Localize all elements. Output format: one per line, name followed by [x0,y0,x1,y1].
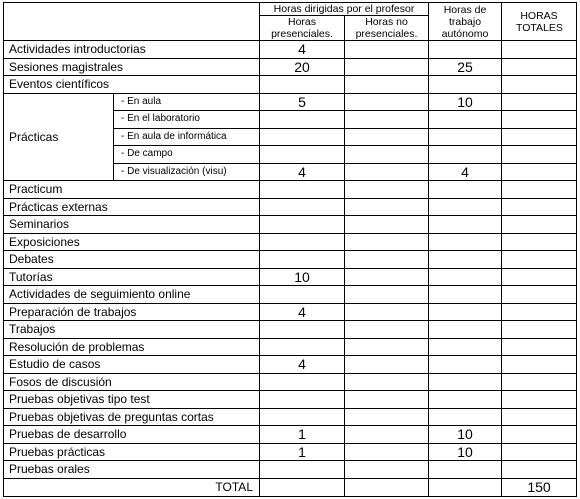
cell-no-presenciales [345,251,429,269]
cell-presenciales [260,461,345,479]
cell-totales [502,198,577,216]
row-label: Pruebas orales [4,461,260,479]
table-row [4,286,577,304]
cell-autonomo [429,146,502,164]
row-label: Pruebas prácticas [4,443,260,461]
cell-autonomo [429,461,502,479]
cell-autonomo [429,111,502,129]
cell-presenciales: 1 [260,426,345,444]
header-empty-cell [4,3,260,41]
table-row [4,338,577,356]
table-body-rest [4,181,577,479]
cell-presenciales [260,251,345,269]
row-label: Seminarios [4,216,260,234]
cell-totales [502,93,577,111]
cell-no-presenciales [345,391,429,409]
practicas-sub-label: - De visualización (visu) [114,163,260,181]
row-label: Debates [4,251,260,269]
cell-autonomo [429,408,502,426]
cell-no-presenciales [345,338,429,356]
cell-presenciales [260,128,345,146]
row-label: Prácticas externas [4,198,260,216]
total-empty-no-presenciales [345,478,429,496]
cell-no-presenciales [345,303,429,321]
cell-no-presenciales [345,111,429,129]
table-row [4,321,577,339]
total-value: 150 [502,478,577,496]
row-label: Actividades introductorias [4,41,260,59]
header-totales: HORAS TOTALES [502,3,577,41]
cell-totales [502,128,577,146]
cell-totales [502,146,577,164]
total-row [4,478,577,496]
table-row [4,373,577,391]
cell-autonomo [429,338,502,356]
cell-no-presenciales [345,41,429,59]
total-empty-presenciales [260,478,345,496]
cell-autonomo [429,373,502,391]
cell-no-presenciales [345,128,429,146]
cell-totales [502,391,577,409]
table-row [4,181,577,199]
practicas-sub-label: - De campo [114,146,260,164]
cell-presenciales: 20 [260,58,345,76]
cell-no-presenciales [345,216,429,234]
cell-presenciales [260,321,345,339]
cell-totales [502,338,577,356]
cell-presenciales [260,146,345,164]
cell-presenciales [260,286,345,304]
row-label: Actividades de seguimiento online [4,286,260,304]
cell-totales [502,303,577,321]
hours-table [3,2,577,497]
row-label: Practicum [4,181,260,199]
cell-autonomo [429,268,502,286]
table-row [4,198,577,216]
table-row [4,251,577,269]
header-autonomo: Horas de trabajo autónomo [429,3,502,41]
cell-no-presenciales [345,198,429,216]
cell-presenciales [260,216,345,234]
row-label: Pruebas objetivas tipo test [4,391,260,409]
cell-autonomo [429,321,502,339]
cell-no-presenciales [345,426,429,444]
cell-autonomo [429,356,502,374]
cell-autonomo: 10 [429,93,502,111]
cell-autonomo: 25 [429,58,502,76]
cell-totales [502,163,577,181]
cell-autonomo [429,181,502,199]
table-row [4,268,577,286]
cell-presenciales [260,408,345,426]
cell-presenciales: 1 [260,443,345,461]
cell-totales [502,111,577,129]
cell-no-presenciales [345,146,429,164]
cell-presenciales: 4 [260,303,345,321]
cell-no-presenciales [345,286,429,304]
cell-autonomo [429,216,502,234]
cell-totales [502,251,577,269]
header-no-presenciales: Horas no presenciales. [345,16,429,41]
table-row [4,76,577,94]
row-label: Pruebas de desarrollo [4,426,260,444]
cell-totales [502,286,577,304]
row-label: Eventos científicos [4,76,260,94]
cell-presenciales: 4 [260,163,345,181]
cell-autonomo [429,303,502,321]
cell-presenciales: 4 [260,356,345,374]
row-label: Sesiones magistrales [4,58,260,76]
cell-no-presenciales [345,181,429,199]
cell-totales [502,426,577,444]
cell-no-presenciales [345,76,429,94]
cell-no-presenciales [345,163,429,181]
cell-presenciales [260,76,345,94]
table-row [4,58,577,76]
cell-no-presenciales [345,461,429,479]
row-label: Exposiciones [4,233,260,251]
cell-autonomo [429,76,502,94]
header-group-professor: Horas dirigidas por el profesor [260,3,429,16]
table-row [4,216,577,234]
cell-totales [502,321,577,339]
table-body [4,41,577,181]
cell-totales [502,408,577,426]
cell-no-presenciales [345,58,429,76]
cell-presenciales [260,338,345,356]
row-label: Estudio de casos [4,356,260,374]
cell-autonomo: 10 [429,443,502,461]
table-row [4,356,577,374]
cell-autonomo [429,286,502,304]
cell-presenciales: 5 [260,93,345,111]
table-row [4,408,577,426]
cell-autonomo [429,233,502,251]
cell-totales [502,41,577,59]
row-label: Preparación de trabajos [4,303,260,321]
practicas-sub-label: - En aula de informática [114,128,260,146]
cell-autonomo [429,251,502,269]
cell-presenciales [260,373,345,391]
cell-autonomo [429,41,502,59]
total-empty-autonomo [429,478,502,496]
cell-autonomo [429,128,502,146]
cell-presenciales [260,111,345,129]
cell-autonomo [429,391,502,409]
cell-no-presenciales [345,233,429,251]
row-label: Tutorías [4,268,260,286]
table-row [4,391,577,409]
cell-no-presenciales [345,373,429,391]
cell-presenciales [260,233,345,251]
cell-autonomo: 10 [429,426,502,444]
cell-autonomo [429,198,502,216]
total-label: TOTAL [4,478,260,496]
cell-autonomo: 4 [429,163,502,181]
row-label: Pruebas objetivas de preguntas cortas [4,408,260,426]
table-row [4,41,577,59]
cell-totales [502,216,577,234]
practicas-sub-label: - En el laboratorio [114,111,260,129]
cell-totales [502,373,577,391]
cell-totales [502,181,577,199]
table-row [4,303,577,321]
cell-no-presenciales [345,93,429,111]
cell-presenciales [260,198,345,216]
cell-no-presenciales [345,443,429,461]
header-presenciales: Horas presenciales. [260,16,345,41]
row-label: Resolución de problemas [4,338,260,356]
cell-no-presenciales [345,321,429,339]
table-row [4,233,577,251]
cell-presenciales: 10 [260,268,345,286]
cell-totales [502,76,577,94]
cell-no-presenciales [345,268,429,286]
cell-totales [502,233,577,251]
cell-no-presenciales [345,356,429,374]
cell-totales [502,58,577,76]
cell-totales [502,356,577,374]
cell-no-presenciales [345,408,429,426]
cell-presenciales [260,181,345,199]
cell-totales [502,461,577,479]
practicas-label: Prácticas [4,93,114,181]
table-row-practicas [4,93,577,111]
practicas-sub-label: - En aula [114,93,260,111]
row-label: Fosos de discusión [4,373,260,391]
cell-presenciales [260,391,345,409]
cell-presenciales: 4 [260,41,345,59]
row-label: Trabajos [4,321,260,339]
cell-totales [502,443,577,461]
table-row [4,461,577,479]
table-row [4,443,577,461]
cell-totales [502,268,577,286]
table-row [4,426,577,444]
